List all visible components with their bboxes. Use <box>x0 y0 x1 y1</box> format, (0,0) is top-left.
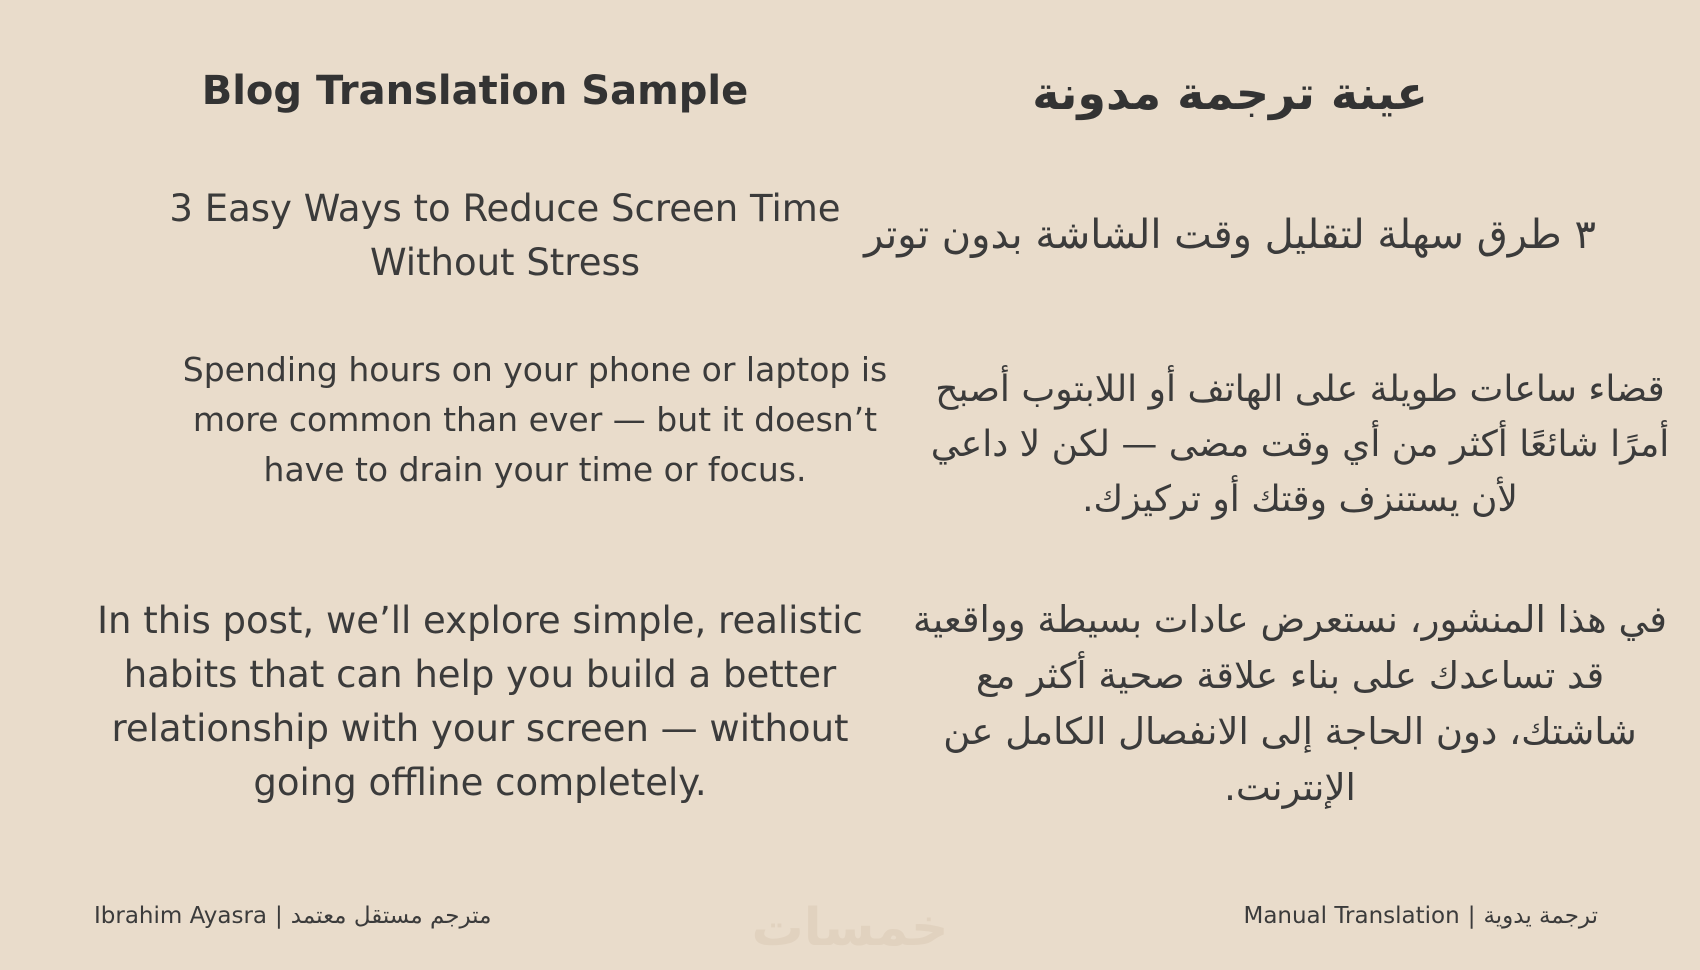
translation-type-en: Manual Translation <box>1243 903 1460 929</box>
footer-separator-right: | <box>1467 903 1476 929</box>
english-paragraph-2: In this post, we’ll explore simple, realistic habits that can help you build a better relationship with your screen — without going offline completely. <box>97 599 863 804</box>
arabic-title: عينة ترجمة مدونة <box>1032 66 1428 120</box>
footer-credit <box>94 903 491 929</box>
watermark-logo: خمسات <box>751 898 949 958</box>
translator-role: مترجم مستقل معتمد <box>290 903 492 929</box>
footer-translation-type <box>1243 903 1598 929</box>
arabic-heading: ٣ طرق سهلة لتقليل وقت الشاشة بدون توتر <box>864 212 1596 258</box>
footer-separator: | <box>275 903 283 929</box>
arabic-paragraph-1: قضاء ساعات طويلة على الهاتف أو اللابتوب أصبح أمرًا شائعًا أكثر من أي وقت مضى — لكن لا داعي لأن يستنزف وقتك أو تركيزك. <box>930 369 1670 520</box>
english-heading: 3 Easy Ways to Reduce Screen Time Without Stress <box>169 187 841 284</box>
english-paragraph-1: Spending hours on your phone or laptop is more common than ever — but it doesn’t have to drain your time or focus. <box>182 350 888 489</box>
english-title: Blog Translation Sample <box>201 68 749 114</box>
arabic-paragraph-2: في هذا المنشور، نستعرض عادات بسيطة وواقعية قد تساعدك على بناء علاقة صحية أكثر مع شاشتك، دون الحاجة إلى الانفصال الكامل عن الإنترنت. <box>913 598 1667 809</box>
translator-name: Ibrahim Ayasra <box>94 903 268 929</box>
translation-type-ar: ترجمة يدوية <box>1483 903 1598 929</box>
